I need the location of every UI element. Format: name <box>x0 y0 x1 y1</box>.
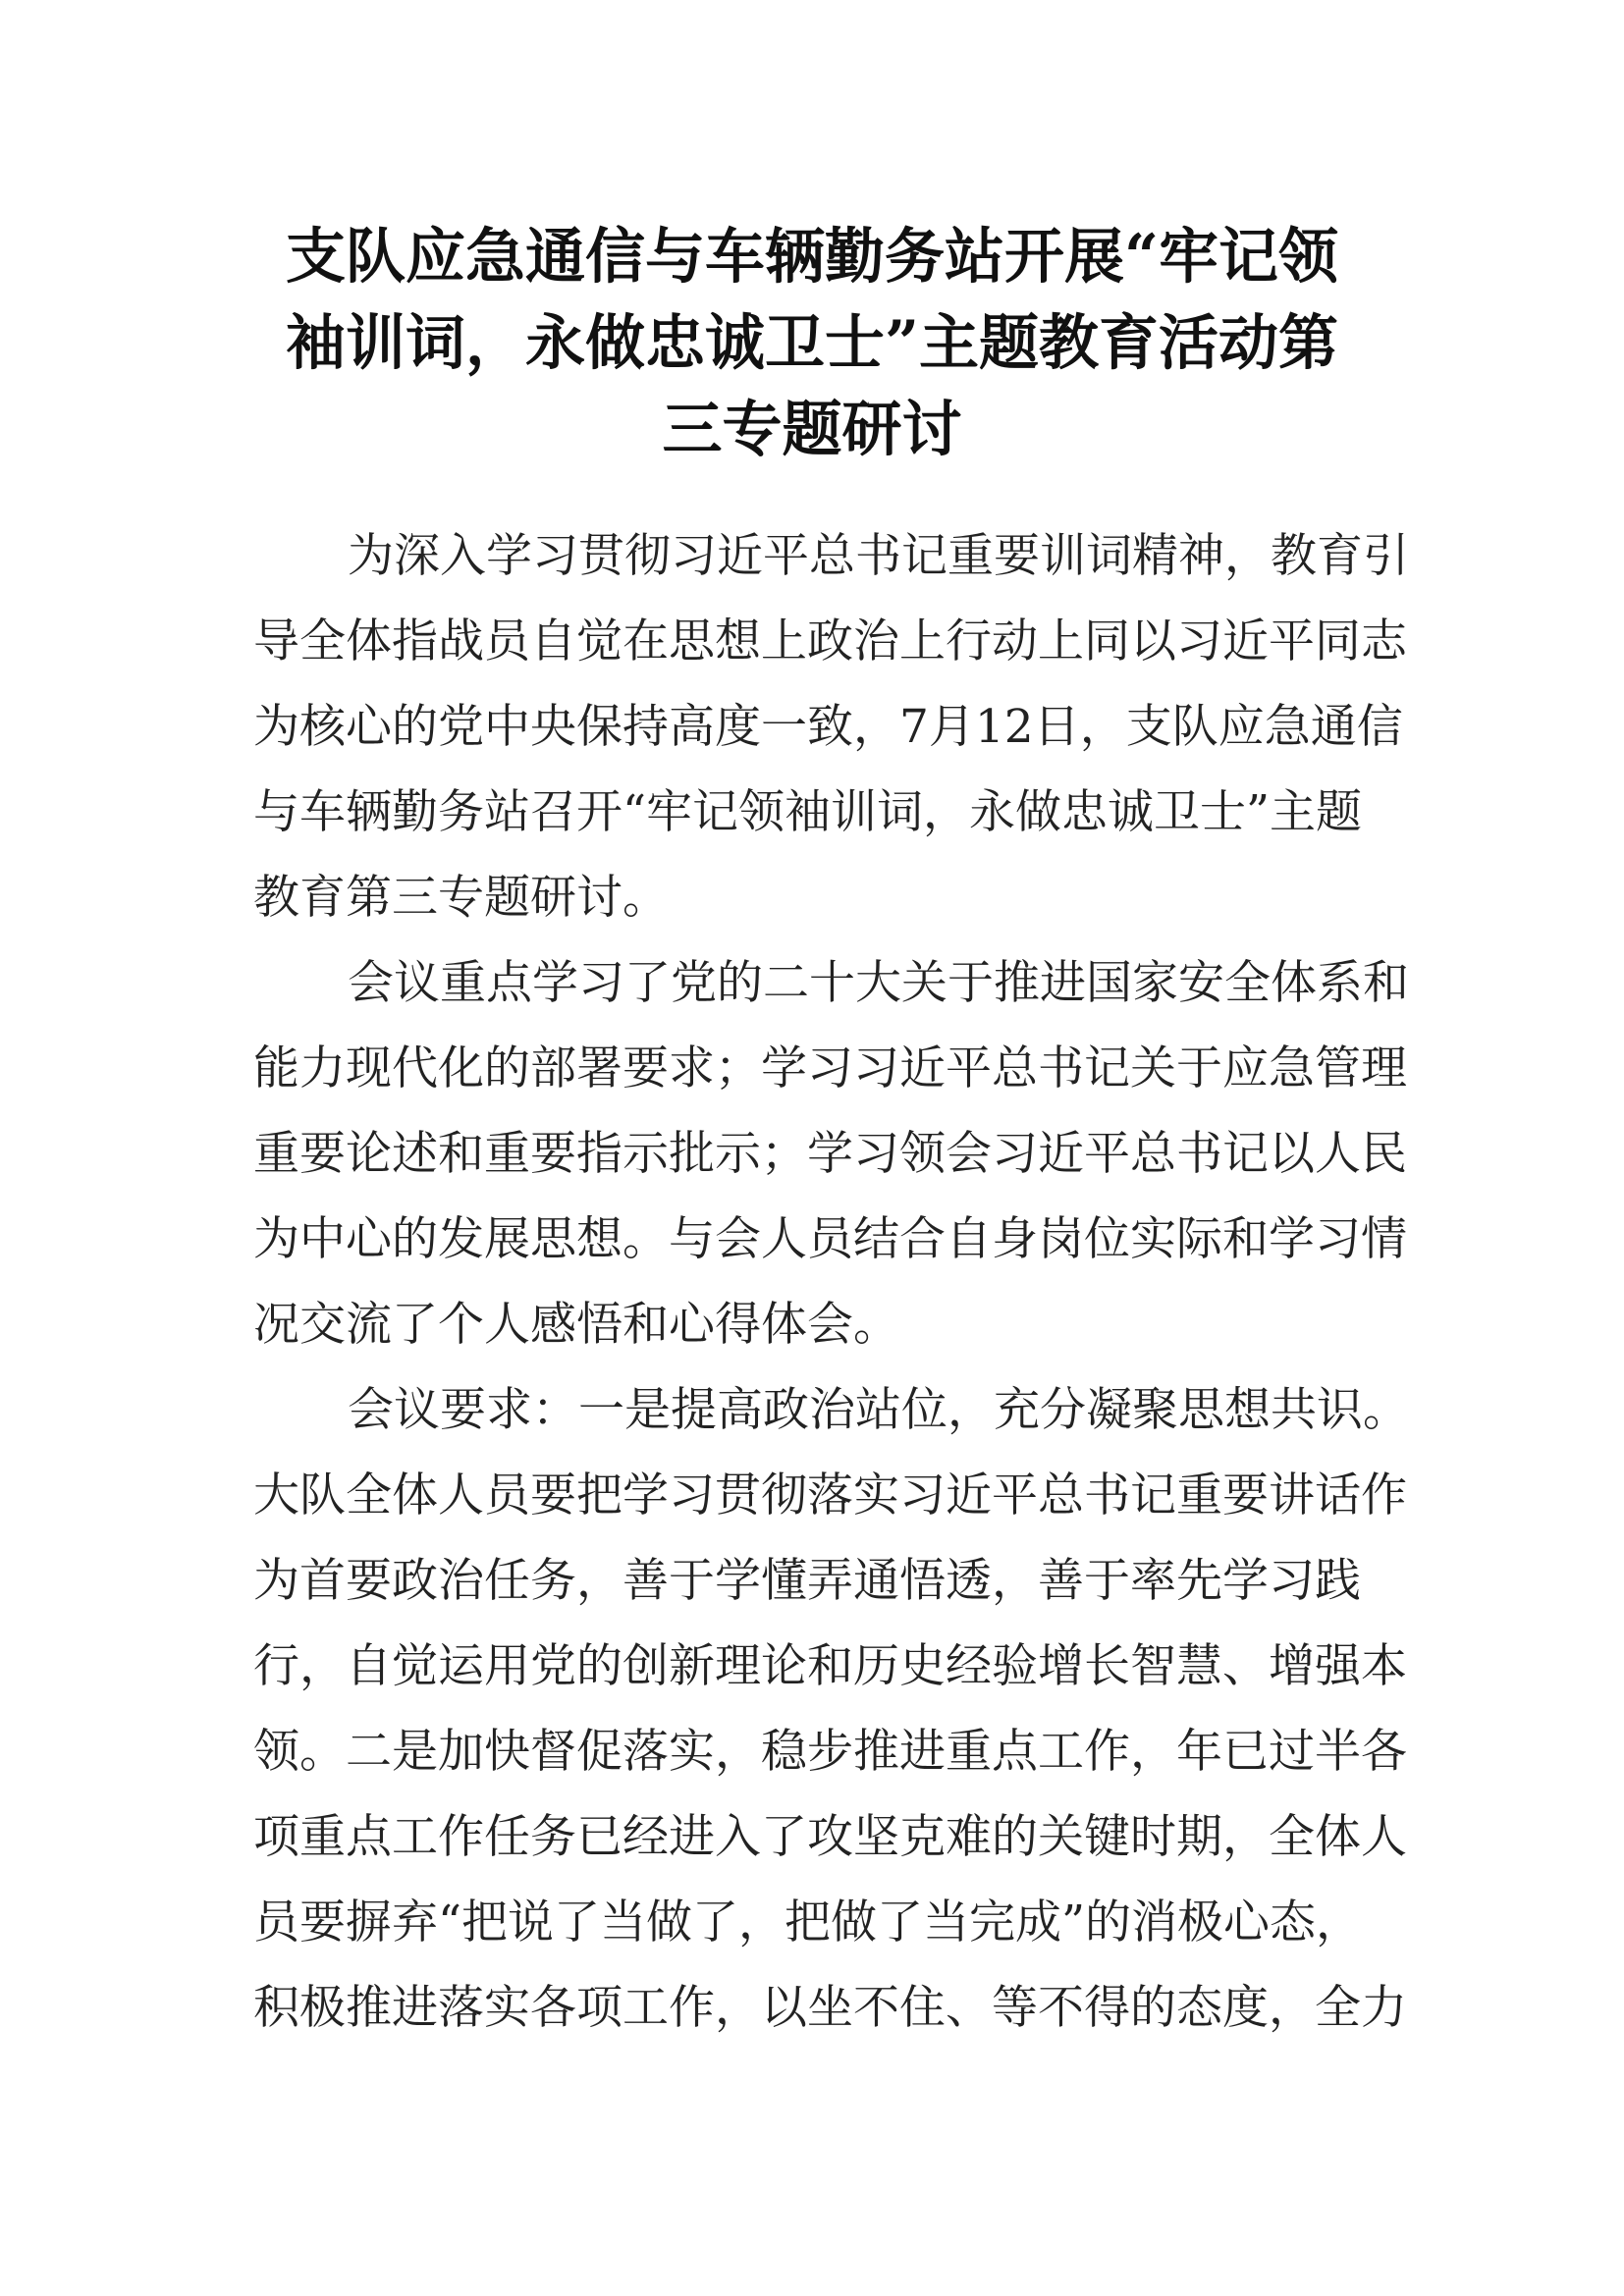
text-line: 行，自觉运用党的创新理论和历史经验增长智慧、增强本 <box>253 1639 1407 1693</box>
text-line: 会议要求：一是提高政治站位，充分凝聚思想共识。 <box>348 1383 1409 1437</box>
text-line: 重要论述和重要指示批示；学习领会习近平总书记以人民 <box>253 1127 1407 1181</box>
text-line: 领。二是加快督促落实，稳步推进重点工作，年已过半各 <box>253 1725 1407 1779</box>
document-title <box>236 214 1388 473</box>
text-line: 项重点工作任务已经进入了攻坚克难的关键时期，全体人 <box>253 1810 1407 1864</box>
text-line: 教育第三专题研讨。 <box>253 871 669 925</box>
title-line: 三专题研讨 <box>662 395 962 464</box>
document-body <box>253 513 1409 2051</box>
paragraph-3 <box>253 1367 1409 2051</box>
text-line: 能力现代化的部署要求；学习习近平总书记关于应急管理 <box>253 1041 1407 1095</box>
text-line: 大队全体人员要把学习贯彻落实习近平总书记重要讲话作 <box>253 1468 1407 1522</box>
text-line: 为首要政治任务，善于学懂弄通悟透，善于率先学习践 <box>253 1554 1361 1608</box>
text-line: 积极推进落实各项工作，以坐不住、等不得的态度，全力 <box>253 1981 1407 2035</box>
text-line: 与车辆勤务站召开“牢记领袖训词，永做忠诚卫士”主题 <box>253 785 1363 839</box>
paragraph-2 <box>253 940 1409 1367</box>
text-line: 员要摒弃“把说了当做了，把做了当完成”的消极心态， <box>253 1896 1363 1949</box>
paragraph-1 <box>253 513 1409 940</box>
text-line: 为核心的党中央保持高度一致，7月12日，支队应急通信 <box>253 700 1403 754</box>
title-line: 袖训词，永做忠诚卫士”主题教育活动第 <box>285 308 1339 378</box>
text-line: 为中心的发展思想。与会人员结合自身岗位实际和学习情 <box>253 1212 1407 1266</box>
text-line: 会议重点学习了党的二十大关于推进国家安全体系和 <box>348 956 1409 1010</box>
text-line: 为深入学习贯彻习近平总书记重要训词精神，教育引 <box>348 529 1409 583</box>
text-line: 导全体指战员自觉在思想上政治上行动上同以习近平同志 <box>253 614 1407 668</box>
title-line: 支队应急通信与车辆勤务站开展“牢记领 <box>285 222 1339 292</box>
text-line: 况交流了个人感悟和心得体会。 <box>253 1298 899 1352</box>
